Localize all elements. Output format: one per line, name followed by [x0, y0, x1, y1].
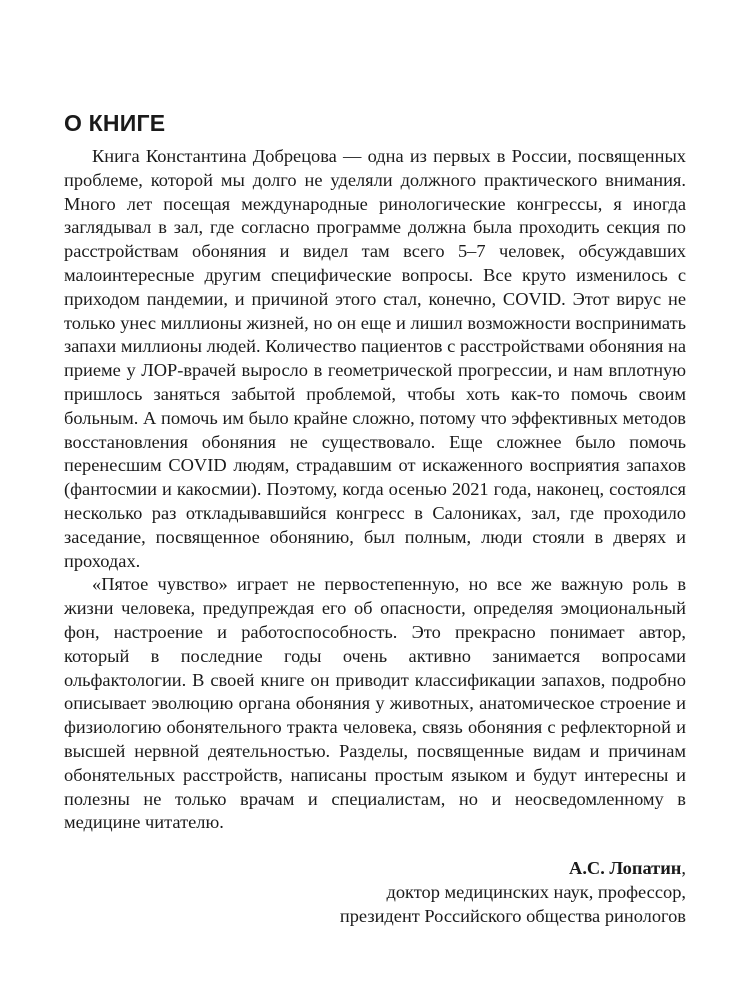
signature-name-line — [64, 857, 686, 881]
page — [64, 108, 686, 929]
signature-position: президент Российского общества ринологов — [339, 905, 686, 926]
section-heading: О КНИГЕ — [64, 110, 166, 136]
signature-name: А.С. Лопатин — [569, 858, 682, 879]
body-paragraph-2: «Пятое чувство» играет не первостепенную, но все же важную роль в жизни человека, предупреждая его об опасности, определяя эмоциональный фон, настроение и работоспособность. Это прекрасно понимает автор, который в последние годы очень активно занимается вопросами ольфактологии. В своей книге он приводит классификации запахов, подробно описывает эволюцию органа обоняния у животных, анатомическое строение и физиологию обонятельного тракта человека, связь обоняния с рефлекторной и высшей нервной деятельностью. Разделы, посвященные видам и причинам обонятельных расстройств, написаны простым языком и будут интересны и полезны не только врачам и специалистам, но и неосведомленному в медицине читателю. — [64, 574, 686, 833]
signature-block — [64, 857, 686, 928]
body-paragraph-1: Книга Константина Добрецова — одна из первых в России, посвященных проблеме, которой мы долго не уделяли должного практического внимания. Много лет посещая международные ринологические конгрессы, я иногда заглядывал в зал, где согласно программе должна была проходить секция по расстройствам обоняния и видел там всего 5–7 человек, обсуждавших малоинтересные другим специфические вопросы. Все круто изменилось с приходом пандемии, и причиной этого стал, конечно, COVID. Этот вирус не только унес миллионы жизней, но он еще и лишил возможности воспринимать запахи миллионы людей. Количество пациентов с расстройствами обоняния на приеме у ЛОР-врачей выросло в геометрической прогрессии, и нам вплотную пришлось заняться забытой проблемой, чтобы хоть как-то помочь своим больным. А помочь им было крайне сложно, потому что эффективных методов восстановления обоняния не существовало. Еще сложнее было помочь перенесшим COVID людям, страдавшим от искаженного восприятия запахов (фантосмии и какосмии). Поэтому, когда осенью 2021 года, наконец, состоялся несколько раз откладывавшийся конгресс в Салониках, зал, где проходило заседание, посвященное обонянию, был полным, люди стояли в дверях и проходах. — [64, 146, 686, 571]
signature-title: доктор медицинских наук, профессор, — [386, 881, 686, 902]
signature-name-comma: , — [681, 858, 686, 879]
